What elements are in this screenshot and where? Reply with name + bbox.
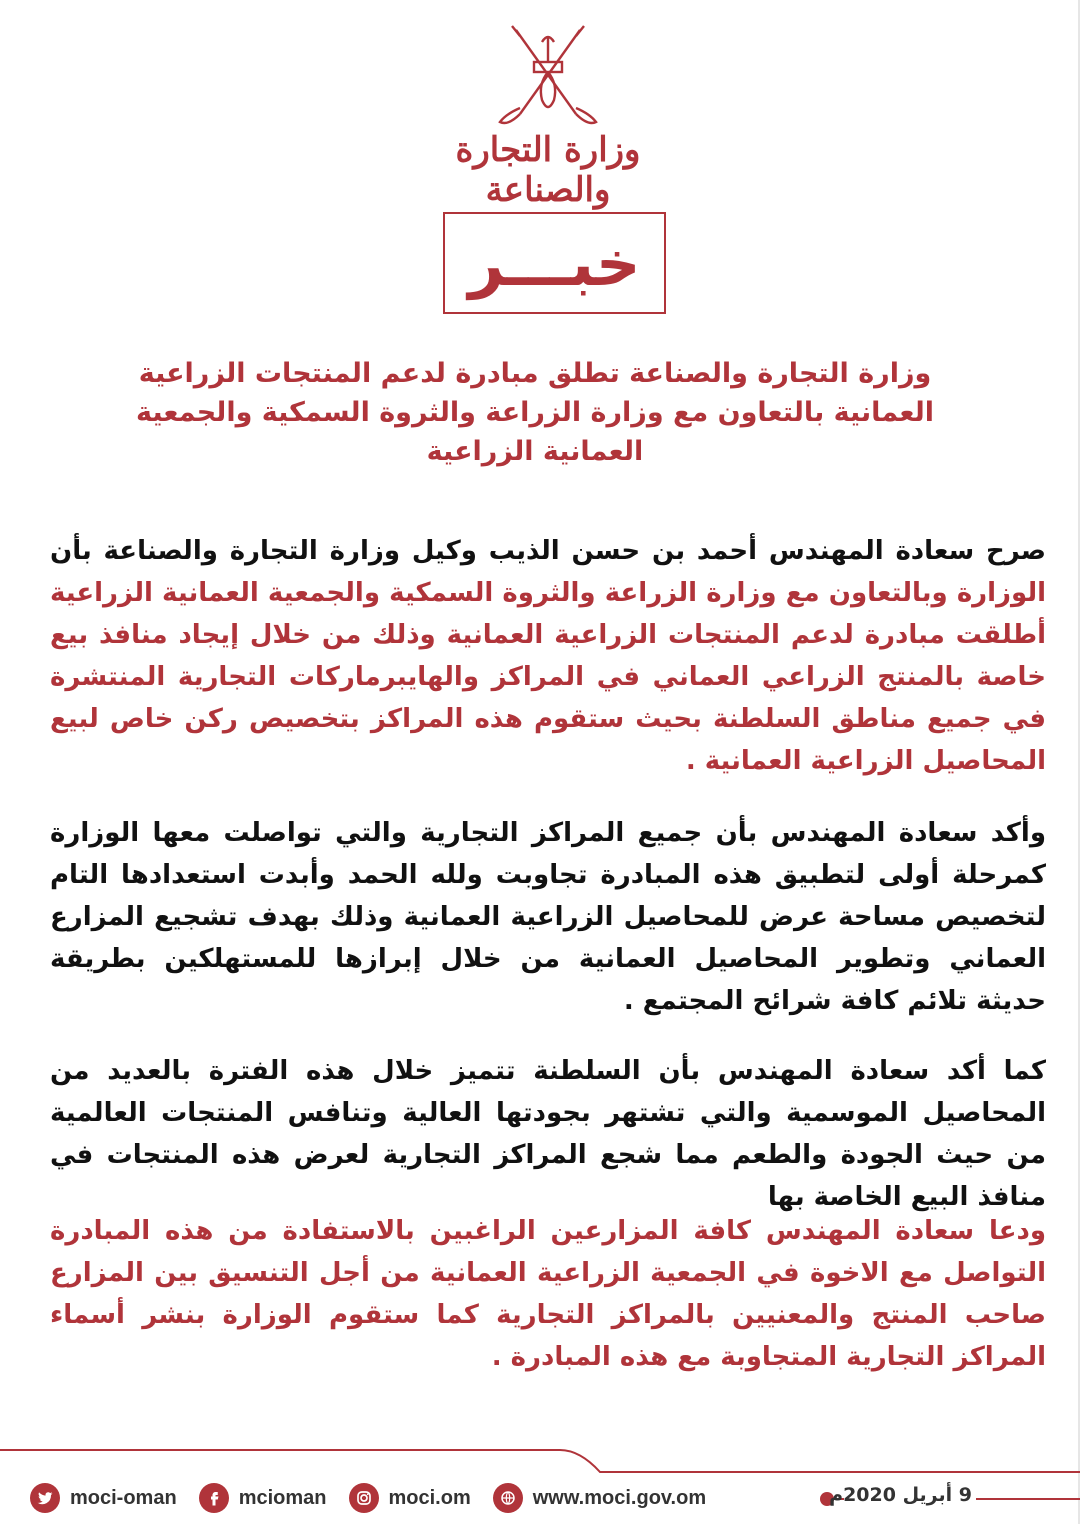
instagram-icon (349, 1483, 379, 1513)
paragraph-1 (50, 530, 1046, 782)
website-link[interactable] (493, 1483, 706, 1513)
paragraph-4: ودعا سعادة المهندس كافة المزارعين الراغبين بالاستفادة من هذه المبادرة التواصل مع الاخوة في الجمعية الزراعية العمانية من أجل التنسيق بين المزارع صاحب المنتج والمعنيين بالمراكز التجارية كما ستقوم الوزارة بنشر أسماء المراكز التجارية المتجاوبة مع هذه المبادرة . (50, 1216, 1046, 1372)
twitter-link[interactable] (30, 1483, 177, 1513)
publish-date: 9 أبريل 2020م (829, 1484, 972, 1506)
globe-icon (493, 1483, 523, 1513)
paragraph-1-intro: صرح سعادة المهندس أحمد بن حسن الذيب وكيل وزارة التجارة والصناعة بأن (50, 536, 1046, 566)
facebook-handle: mcioman (238, 1486, 327, 1509)
paragraph-1-highlight: الوزارة وبالتعاون مع وزارة الزراعة والثروة السمكية والجمعية العمانية الزراعية أطلقت مبادرة لدعم المنتجات الزراعية العمانية وذلك من خلال إيجاد منافذ بيع خاصة بالمنتج الزراعي العماني في المراكز والهايبرماركات التجارية المنتشرة في جميع مناطق السلطنة بحيث ستقوم هذه المراكز بتخصيص ركن خاص لبيع المحاصيل الزراعية العمانية . (50, 578, 1046, 776)
footer-divider (0, 1446, 1080, 1476)
website-url: www.moci.gov.om (532, 1486, 707, 1509)
twitter-handle: moci-oman (70, 1486, 177, 1509)
headline: وزارة التجارة والصناعة تطلق مبادرة لدعم المنتجات الزراعية العمانية بالتعاون مع وزارة الزراعة والثروة السمكية والجمعية العمانية الزراعية (135, 358, 935, 467)
emblem-icon (498, 22, 598, 130)
ministry-name: وزارة التجارة والصناعة (455, 130, 641, 210)
paragraph-2: وأكد سعادة المهندس بأن جميع المراكز التجارية والتي تواصلت معها الوزارة كمرحلة أولى لتطبيق هذه المبادرة تجاوبت ولله الحمد وأبدت استعدادها التام لتخصيص مساحة عرض للمحاصيل الزراعية العمانية وذلك بهدف تشجيع المزارع العماني وتطوير المحاصيل العمانية من خلال إبرازها للمستهلكين بطريقة حديثة تلائم كافة شرائح المجتمع . (50, 818, 1046, 1016)
instagram-handle: moci.om (388, 1486, 471, 1509)
news-label: خبـــر (468, 226, 641, 300)
twitter-icon (30, 1483, 60, 1513)
paragraph-3: كما أكد سعادة المهندس بأن السلطنة تتميز خلال هذه الفترة بالعديد من المحاصيل الموسمية والتي تشتهر بجودتها العالية وتنافس المنتجات العالمية من حيث الجودة والطعم مما شجع المراكز التجارية لعرض هذه المنتجات في منافذ البيع الخاصة بها (50, 1056, 1046, 1212)
facebook-link[interactable] (199, 1483, 327, 1513)
instagram-link[interactable] (349, 1483, 471, 1513)
news-badge (443, 212, 666, 314)
facebook-icon (199, 1483, 229, 1513)
date-rule-right (976, 1498, 1080, 1500)
